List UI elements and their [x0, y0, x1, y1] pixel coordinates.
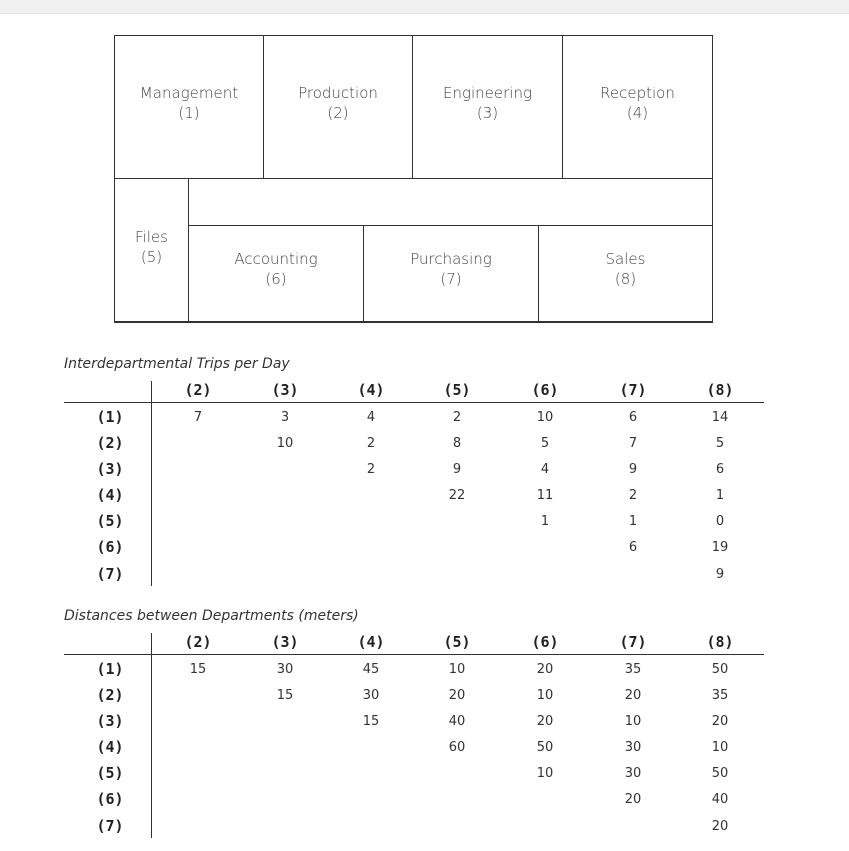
- column-header: (7): [619, 381, 647, 399]
- table-cell: 1: [540, 514, 550, 529]
- row-header: (7): [96, 565, 124, 583]
- table-cell: 5: [715, 436, 725, 451]
- room-number: (4): [626, 104, 649, 122]
- table-cell: 2: [366, 436, 376, 451]
- table-cell: 10: [624, 714, 642, 729]
- corridor: [188, 178, 713, 226]
- table-cell: 20: [448, 688, 466, 703]
- room-management: [114, 35, 264, 179]
- column-header: (5): [443, 381, 471, 399]
- room-name: Files: [135, 228, 168, 246]
- row-header: (6): [96, 790, 124, 808]
- header-rule: [64, 402, 764, 403]
- row-header: (5): [96, 512, 124, 530]
- table-cell: 6: [628, 410, 638, 425]
- table-cell: 1: [715, 488, 725, 503]
- room-number: (6): [265, 270, 287, 288]
- table-cell: 20: [711, 819, 729, 834]
- table-cell: 7: [193, 410, 203, 425]
- table-cell: 40: [448, 714, 466, 729]
- table-cell: 9: [628, 462, 638, 477]
- table-cell: 20: [536, 662, 554, 677]
- room-production: [263, 35, 413, 179]
- table-cell: 10: [536, 410, 554, 425]
- trips-caption: Interdepartmental Trips per Day: [64, 356, 290, 372]
- column-header: (6): [531, 381, 559, 399]
- table-cell: 20: [536, 714, 554, 729]
- room-engineering: [412, 35, 563, 179]
- table-cell: 20: [711, 714, 729, 729]
- row-header: (3): [96, 460, 124, 478]
- room-name: Management: [139, 84, 239, 102]
- table-cell: 10: [448, 662, 466, 677]
- table-cell: 20: [624, 688, 642, 703]
- column-header: (8): [706, 633, 734, 651]
- column-header: (5): [443, 633, 471, 651]
- table-cell: 10: [536, 766, 554, 781]
- label-rule: [151, 381, 152, 586]
- row-header: (1): [96, 660, 124, 678]
- table-cell: 8: [452, 436, 462, 451]
- room-name: Engineering: [443, 84, 532, 102]
- table-cell: 1: [628, 514, 638, 529]
- row-header: (7): [96, 817, 124, 835]
- column-header: (3): [271, 381, 299, 399]
- row-header: (2): [96, 686, 124, 704]
- row-header: (2): [96, 434, 124, 452]
- room-name: Reception: [600, 84, 675, 102]
- table-cell: 40: [711, 792, 729, 807]
- table-cell: 35: [711, 688, 729, 703]
- table-cell: 5: [540, 436, 550, 451]
- room-number: (5): [140, 248, 163, 266]
- table-cell: 15: [362, 714, 380, 729]
- table-cell: 60: [448, 740, 466, 755]
- table-cell: 11: [536, 488, 554, 503]
- column-header: (6): [531, 633, 559, 651]
- column-header: (8): [706, 381, 734, 399]
- row-header: (3): [96, 712, 124, 730]
- column-header: (4): [357, 633, 385, 651]
- table-cell: 6: [628, 540, 638, 555]
- row-header: (1): [96, 408, 124, 426]
- room-files: [114, 178, 189, 323]
- row-header: (6): [96, 538, 124, 556]
- table-cell: 10: [276, 436, 294, 451]
- room-reception: [562, 35, 713, 179]
- table-cell: 2: [366, 462, 376, 477]
- table-cell: 2: [628, 488, 638, 503]
- distances-caption: Distances between Departments (meters): [64, 608, 359, 624]
- room-name: Accounting: [234, 250, 318, 268]
- table-cell: 22: [448, 488, 466, 503]
- room-name: Production: [298, 84, 378, 102]
- table-cell: 10: [536, 688, 554, 703]
- room-name: Purchasing: [410, 250, 492, 268]
- table-cell: 35: [624, 662, 642, 677]
- room-purchasing: [363, 225, 539, 323]
- table-cell: 50: [711, 662, 729, 677]
- column-header: (2): [184, 633, 212, 651]
- table-cell: 30: [624, 740, 642, 755]
- table-cell: 50: [536, 740, 554, 755]
- distances-table: [64, 633, 764, 840]
- table-cell: 30: [624, 766, 642, 781]
- table-cell: 6: [715, 462, 725, 477]
- table-cell: 15: [189, 662, 207, 677]
- table-cell: 2: [452, 410, 462, 425]
- column-header: (7): [619, 633, 647, 651]
- room-number: (8): [614, 270, 637, 288]
- table-cell: 30: [362, 688, 380, 703]
- room-name: Sales: [605, 250, 646, 268]
- table-cell: 9: [715, 567, 725, 582]
- trips-table: [64, 381, 764, 588]
- room-number: (7): [440, 270, 462, 288]
- row-header: (4): [96, 486, 124, 504]
- row-header: (4): [96, 738, 124, 756]
- room-number: (2): [327, 104, 349, 122]
- floor-plan: [114, 35, 713, 322]
- table-cell: 7: [628, 436, 638, 451]
- column-header: (2): [184, 381, 212, 399]
- table-cell: 14: [711, 410, 729, 425]
- header-rule: [64, 654, 764, 655]
- table-cell: 19: [711, 540, 729, 555]
- label-rule: [151, 633, 152, 838]
- table-cell: 20: [624, 792, 642, 807]
- room-accounting: [188, 225, 364, 323]
- table-cell: 10: [711, 740, 729, 755]
- table-cell: 50: [711, 766, 729, 781]
- table-cell: 30: [276, 662, 294, 677]
- table-cell: 3: [280, 410, 290, 425]
- column-header: (3): [271, 633, 299, 651]
- room-sales: [538, 225, 713, 323]
- table-cell: 4: [540, 462, 550, 477]
- row-header: (5): [96, 764, 124, 782]
- table-cell: 0: [715, 514, 725, 529]
- top-bar: [0, 0, 849, 14]
- table-cell: 45: [362, 662, 380, 677]
- table-cell: 15: [276, 688, 294, 703]
- room-number: (1): [178, 104, 200, 122]
- table-cell: 4: [366, 410, 376, 425]
- table-cell: 9: [452, 462, 462, 477]
- room-number: (3): [476, 104, 499, 122]
- column-header: (4): [357, 381, 385, 399]
